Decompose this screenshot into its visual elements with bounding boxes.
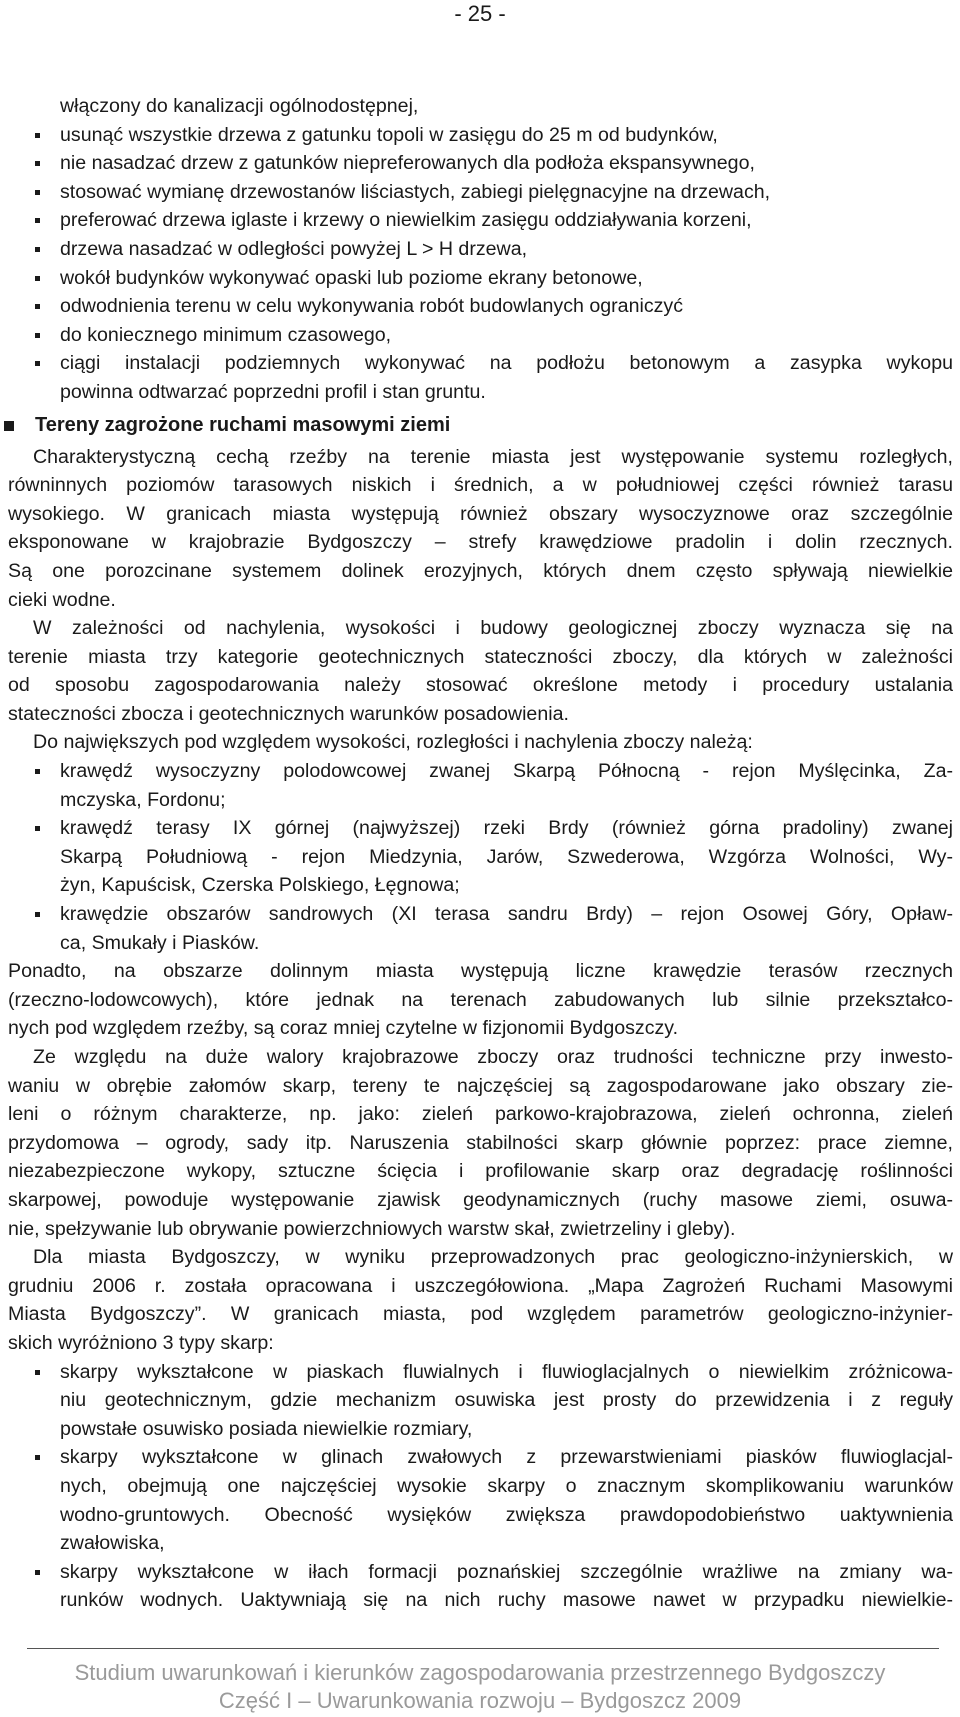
text-line (0, 700, 960, 729)
bullet-list-item (0, 1358, 960, 1387)
text-line (0, 728, 960, 757)
text-line (0, 586, 960, 615)
page-number: - 25 - (454, 1, 506, 26)
bullet-list-item (0, 757, 960, 786)
line-text: nych, obejmują one najczęściej wysokie skarpy o znacznym skomplikowaniu warunków (60, 1474, 953, 1497)
line-text: usunąć wszystkie drzewa z gatunku topoli w zasięgu do 25 m od budynków, (60, 121, 953, 150)
line-text: ca, Smukały i Piasków. (60, 931, 260, 954)
line-text: krawędź terasy IX górnej (najwyższej) rzeki Brdy (również górna pradoliny) zwanej (60, 814, 953, 843)
text-line (0, 500, 960, 529)
text-line (0, 528, 960, 557)
text-line (0, 1272, 960, 1301)
bullet-list-item (0, 321, 960, 350)
section-heading-text: Tereny zagrożone ruchami masowymi ziemi (35, 413, 451, 436)
line-text: Są one porozcinane systemem dolinek erozyjnych, których dnem często spływają niewielkie (8, 559, 953, 582)
line-text: stateczności zbocza i geotechnicznych warunków posadowienia. (8, 702, 569, 725)
line-text: runków wodnych. Uaktywniają się na nich ruchy masowe nawet w przypadku niewielkie- (60, 1589, 953, 1612)
line-text: niu geotechnicznym, gdzie mechanizm osuwiska jest prosty do przewidzenia i z reguły (60, 1389, 953, 1412)
footer-divider (27, 1648, 939, 1649)
text-line (0, 1157, 960, 1186)
line-text: preferować drzewa iglaste i krzewy o niewielkim zasięgu oddziaływania korzeni, (60, 206, 953, 235)
text-line (0, 1472, 960, 1501)
line-text: (rzeczno-lodowcowych), które jednak na terenach zabudowanych lub silnie przekształco- (8, 988, 953, 1011)
line-text: cieki wodne. (8, 588, 116, 611)
line-text: leni o różnym charakterze, np. jako: zieleń parkowo-krajobrazowa, zieleń ochronna, zieleń (8, 1103, 953, 1126)
text-line (0, 1300, 960, 1329)
bullet-list-item (0, 349, 960, 378)
bullet-list-item (0, 264, 960, 293)
bullet-list-item (0, 178, 960, 207)
line-text: ciągi instalacji podziemnych wykonywać na podłożu betonowym a zasypka wykopu (60, 349, 953, 378)
bullet-list-item (0, 149, 960, 178)
text-line (0, 1215, 960, 1244)
bullet-list-item (0, 1443, 960, 1472)
bullet-list-item (0, 814, 960, 843)
line-text: krawędzie obszarów sandrowych (XI terasa sandru Brdy) – rejon Osowej Góry, Opław- (60, 900, 953, 929)
text-line (0, 1529, 960, 1558)
text-line (0, 1329, 960, 1358)
line-text: krawędź wysoczyzny polodowcowej zwanej Skarpą Północną - rejon Myślęcinka, Za- (60, 757, 953, 786)
line-text: eksponowane w krajobrazie Bydgoszczy – strefy krawędziowe pradolin i dolin rzecznych. (8, 531, 953, 554)
line-text: Ponadto, na obszarze dolinnym miasta występują liczne krawędzie terasów rzecznych (8, 960, 953, 983)
line-text: zwałowiska, (60, 1532, 165, 1555)
text-line (0, 1586, 960, 1615)
line-text: skarpy wykształcone w glinach zwałowych z przewarstwieniami piasków fluwioglacjal- (60, 1443, 953, 1472)
text-line (0, 843, 960, 872)
line-text: Miasta Bydgoszczy”. W granicach miasta, pod względem parametrów geologiczno-inżynier- (8, 1303, 953, 1326)
line-text: W zależności od nachylenia, wysokości i budowy geologicznej zboczy wyznacza się na (33, 617, 953, 640)
line-text: włączony do kanalizacji ogólnodostępnej, (60, 95, 419, 117)
line-text: grudniu 2006 r. została opracowana i uszczegółowiona. „Mapa Zagrożeń Ruchami Masowymi (8, 1274, 953, 1297)
line-text: Charakterystyczną cechą rzeźby na terenie miasta jest występowanie systemu rozległych, (33, 445, 953, 468)
line-text: wokół budynków wykonywać opaski lub poziome ekrany betonowe, (60, 264, 953, 293)
line-text: nie, spełzywanie lub obrywanie powierzchniowych warstw skał, zwietrzeliny i gleby). (8, 1217, 736, 1240)
text-line (0, 786, 960, 815)
text-line (0, 957, 960, 986)
text-line (0, 614, 960, 643)
footer-subtitle: Część I – Uwarunkowania rozwoju – Bydgoszcz 2009 (218, 1688, 742, 1713)
line-text: wodno-gruntowych. Obecność wysięków zwiększa prawdopodobieństwo uaktywnienia (60, 1503, 953, 1526)
line-text: Ze względu na duże walory krajobrazowe zboczy oraz trudności techniczne przy inwesto- (33, 1046, 953, 1068)
square-bullet-icon (4, 421, 14, 431)
document-body (0, 92, 960, 1615)
line-text: odwodnienia terenu w celu wykonywania robót budowlanych ograniczyć (60, 292, 953, 321)
line-text: powstałe osuwisko posiada niewielkie rozmiary, (60, 1417, 473, 1440)
line-text: terenie miasta trzy kategorie geotechnicznych stateczności zboczy, dla których w zależności (8, 645, 953, 668)
bullet-list-item (0, 1558, 960, 1587)
line-text: Dla miasta Bydgoszczy, w wyniku przeprowadzonych prac geologiczno-inżynierskich, w (33, 1246, 953, 1269)
bullet-list-item (0, 235, 960, 264)
line-text: drzewa nasadzać w odległości powyżej L > H drzewa, (60, 235, 953, 264)
line-text: nie nasadzać drzew z gatunków niepreferowanych dla podłoża ekspansywnego, (60, 149, 953, 178)
line-text: mczyska, Fordonu; (60, 788, 226, 811)
line-text: stosować wymianę drzewostanów liściastych, zabiegi pielęgnacyjne na drzewach, (60, 178, 953, 207)
text-line (0, 92, 960, 121)
line-text: wysokiego. W granicach miasta występują również obszary wysoczyznowe oraz szczególnie (8, 502, 953, 525)
line-text: równinnych poziomów tarasowych niskich i średnich, a w południowej części również tarasu (8, 474, 953, 497)
line-text: żyn, Kapuścisk, Czerska Polskiego, Łęgnowa; (60, 874, 460, 897)
text-line (0, 1129, 960, 1158)
text-line (0, 378, 960, 407)
text-line (0, 1072, 960, 1101)
line-text: Skarpą Południową - rejon Miedzynia, Jarów, Szwederowa, Wzgórza Wolności, Wy- (60, 845, 953, 868)
line-text: skarpy wykształcone w piaskach fluwialnych i fluwioglacjalnych o niewielkim zróżnicowa- (60, 1358, 953, 1387)
text-line (0, 986, 960, 1015)
text-line (0, 1386, 960, 1415)
line-text: od sposobu zagospodarowania należy stosować określone metody i procedury ustalania (8, 674, 953, 697)
text-line (0, 643, 960, 672)
text-line (0, 1100, 960, 1129)
text-line (0, 443, 960, 472)
text-line (0, 929, 960, 958)
line-text: niezabezpieczone wykopy, sztuczne ścięcia i profilowanie skarp oraz degradację roślinności (8, 1160, 953, 1183)
bullet-list-item (0, 292, 960, 321)
text-line (0, 1415, 960, 1444)
line-text: Do największych pod względem wysokości, rozległości i nachylenia zboczy należą: (33, 731, 753, 754)
bullet-list-item (0, 121, 960, 150)
text-line (0, 671, 960, 700)
text-line (0, 1243, 960, 1272)
footer-title: Studium uwarunkowań i kierunków zagospodarowania przestrzennego Bydgoszczy (74, 1660, 886, 1685)
line-text: skarpy wykształcone w iłach formacji poznańskiej szczególnie wrażliwe na zmiany wa- (60, 1558, 953, 1587)
line-text: przydomowa – ogrody, sady itp. Naruszenia stabilności skarp głównie poprzez: prace ziemne, (8, 1131, 953, 1154)
section-heading (0, 407, 960, 443)
text-line (0, 1186, 960, 1215)
bullet-list-item (0, 206, 960, 235)
text-line (0, 471, 960, 500)
line-text: powinna odtwarzać poprzedni profil i stan gruntu. (60, 380, 486, 403)
line-text: skich wyróżniono 3 typy skarp: (8, 1331, 274, 1354)
text-line (0, 1014, 960, 1043)
line-text: do koniecznego minimum czasowego, (60, 321, 953, 350)
text-line (0, 557, 960, 586)
line-text: nych pod względem rzeźby, są coraz mniej czytelne w fizjonomii Bydgoszczy. (8, 1017, 679, 1040)
bullet-list-item (0, 900, 960, 929)
line-text: waniu w obrębie załomów skarp, tereny te najczęściej są zagospodarowane jako obszary zie- (8, 1074, 953, 1097)
text-line (0, 871, 960, 900)
text-line (0, 1501, 960, 1530)
text-line (0, 1043, 960, 1072)
line-text: skarpowej, powoduje występowanie zjawisk geodynamicznych (ruchy masowe ziemi, osuwa- (8, 1188, 953, 1211)
